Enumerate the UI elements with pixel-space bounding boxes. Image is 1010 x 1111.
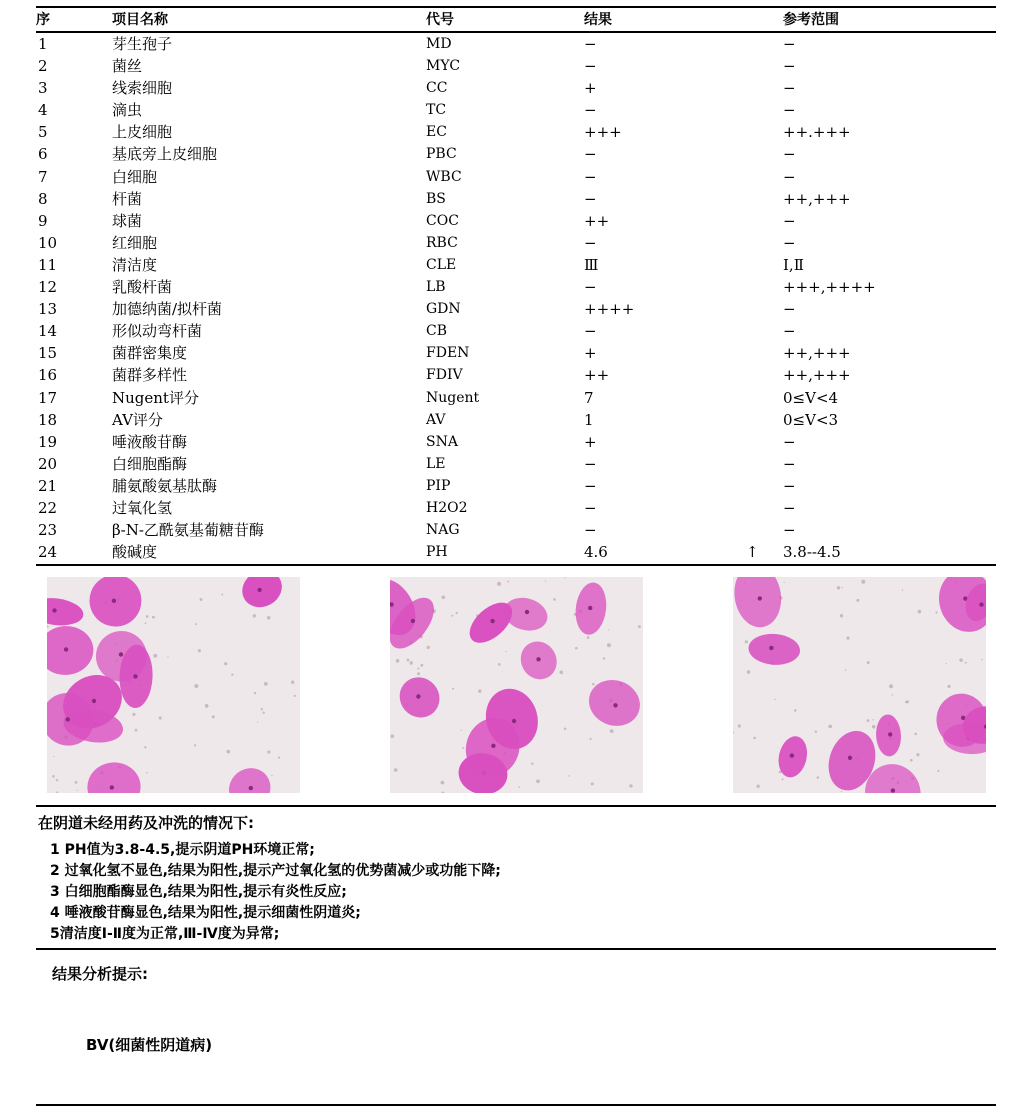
row-name: Nugent评分 [112, 388, 199, 407]
row-no: 14 [38, 322, 58, 341]
row-no: 5 [38, 123, 48, 142]
row-ref: − [783, 322, 796, 341]
table-row [36, 364, 996, 386]
header-ref: 参考范围 [783, 12, 839, 28]
section-divider [36, 948, 996, 950]
row-result: ++++ [584, 300, 635, 319]
row-name: 过氧化氢 [112, 498, 173, 517]
row-code: TC [426, 102, 447, 119]
row-result: − [584, 145, 597, 164]
row-code: GDN [426, 301, 461, 318]
row-name: 滴虫 [112, 101, 143, 120]
row-flag: ↑ [746, 543, 759, 562]
row-no: 16 [38, 366, 58, 385]
note-item: 1 PH值为3.8-4.5,提示阴道PH环境正常; [50, 842, 315, 858]
table-row [36, 431, 996, 453]
row-name: 形似动弯杆菌 [112, 322, 203, 341]
row-ref: − [783, 79, 796, 98]
row-result: − [584, 35, 597, 53]
row-no: 12 [38, 278, 58, 297]
row-name: 加德纳菌/拟杆菌 [112, 300, 223, 319]
row-no: 13 [38, 300, 58, 319]
row-result: + [584, 432, 597, 451]
row-result: − [584, 476, 597, 495]
row-code: CC [426, 80, 448, 97]
table-row [36, 254, 996, 276]
row-ref: Ⅰ,Ⅱ [783, 255, 804, 274]
table-row [36, 121, 996, 143]
microscopy-image-1 [47, 577, 300, 793]
row-no: 11 [38, 255, 58, 274]
row-name: 菌群多样性 [112, 366, 188, 385]
row-ref: 0≤V<3 [783, 410, 839, 429]
section-divider [36, 805, 996, 807]
row-no: 2 [38, 57, 48, 76]
row-no: 21 [38, 476, 58, 495]
row-name: 唾液酸苷酶 [112, 432, 188, 451]
table-row [36, 475, 996, 497]
top-border [36, 6, 996, 8]
row-ref: − [783, 167, 796, 186]
row-ref: − [783, 101, 796, 120]
row-ref: − [783, 211, 796, 230]
row-no: 18 [38, 410, 58, 429]
row-name: 脯氨酸氨基肽酶 [112, 476, 218, 495]
row-name: 球菌 [112, 211, 143, 230]
row-ref: ++,+++ [783, 189, 851, 208]
table-row [36, 99, 996, 121]
row-code: FDIV [426, 367, 463, 384]
bottom-border [36, 1104, 996, 1106]
row-no: 19 [38, 432, 58, 451]
row-ref: − [783, 233, 796, 252]
note-item: 2 过氧化氢不显色,结果为阳性,提示产过氧化氢的优势菌减少或功能下降; [50, 863, 501, 879]
row-code: BS [426, 190, 446, 207]
row-no: 24 [38, 543, 58, 562]
row-no: 23 [38, 521, 58, 540]
row-ref: − [783, 476, 796, 495]
row-ref: − [783, 498, 796, 517]
header-no: 序 [36, 12, 50, 28]
row-code: EC [426, 124, 447, 141]
row-no: 3 [38, 79, 48, 98]
note-item: 3 白细胞酯酶显色,结果为阳性,提示有炎性反应; [50, 884, 347, 900]
row-no: 20 [38, 454, 58, 473]
row-name: 乳酸杆菌 [112, 278, 173, 297]
table-row [36, 497, 996, 519]
table-row [36, 342, 996, 364]
analysis-title: 结果分析提示: [52, 965, 148, 983]
row-name: 杆菌 [112, 189, 143, 208]
table-row [36, 33, 996, 55]
row-code: PBC [426, 146, 457, 163]
row-result: + [584, 344, 597, 363]
table-row [36, 387, 996, 409]
row-code: FDEN [426, 345, 470, 362]
row-result: + [584, 79, 597, 98]
header-result: 结果 [584, 12, 612, 28]
row-result: Ⅲ [584, 255, 599, 274]
table-row [36, 188, 996, 210]
row-name: 线索细胞 [112, 79, 173, 98]
row-ref: ++.+++ [783, 123, 851, 142]
table-row [36, 298, 996, 320]
row-result: +++ [584, 123, 622, 142]
row-no: 4 [38, 101, 48, 120]
table-row [36, 77, 996, 99]
row-code: SNA [426, 433, 458, 450]
row-code: PIP [426, 477, 451, 494]
row-name: 酸碱度 [112, 543, 158, 562]
row-no: 8 [38, 189, 48, 208]
row-no: 22 [38, 498, 58, 517]
row-ref: − [783, 35, 796, 53]
row-ref: − [783, 432, 796, 451]
table-row [36, 519, 996, 541]
row-code: LE [426, 455, 446, 472]
row-code: MD [426, 36, 452, 52]
row-name: 上皮细胞 [112, 123, 173, 142]
row-code: Nugent [426, 389, 480, 406]
row-result: − [584, 278, 597, 297]
row-result: 4.6 [584, 543, 608, 562]
table-row [36, 232, 996, 254]
row-code: RBC [426, 234, 458, 251]
row-ref: ++,+++ [783, 344, 851, 363]
row-name: 菌群密集度 [112, 344, 188, 363]
table-header [36, 9, 996, 31]
row-result: − [584, 57, 597, 76]
row-ref: 3.8--4.5 [783, 543, 841, 562]
table-row [36, 541, 996, 563]
row-result: − [584, 233, 597, 252]
row-ref: − [783, 521, 796, 540]
table-row [36, 320, 996, 342]
table-row [36, 210, 996, 232]
row-ref: − [783, 57, 796, 76]
table-row [36, 55, 996, 77]
row-name: 清洁度 [112, 255, 158, 274]
notes-section [36, 810, 996, 945]
row-ref: − [783, 454, 796, 473]
row-code: H2O2 [426, 499, 468, 516]
table-row [36, 453, 996, 475]
row-code: CB [426, 323, 447, 340]
row-name: AV评分 [112, 410, 163, 429]
row-result: 1 [584, 410, 594, 429]
row-name: 基底旁上皮细胞 [112, 145, 218, 164]
row-result: − [584, 322, 597, 341]
row-no: 15 [38, 344, 58, 363]
row-no: 7 [38, 167, 48, 186]
row-ref: +++,++++ [783, 278, 876, 297]
row-name: 白细胞酯酶 [112, 454, 188, 473]
row-code: PH [426, 544, 448, 561]
microscopy-image-2 [390, 577, 643, 793]
table-row [36, 166, 996, 188]
row-ref: − [783, 145, 796, 164]
row-ref: − [783, 300, 796, 319]
row-result: 7 [584, 388, 594, 407]
row-name: 红细胞 [112, 233, 158, 252]
row-code: MYC [426, 58, 461, 75]
table-row [36, 276, 996, 298]
row-name: 菌丝 [112, 57, 143, 76]
microscopy-image-3 [733, 577, 986, 793]
row-name: 白细胞 [112, 167, 158, 186]
row-ref: 0≤V<4 [783, 388, 839, 407]
row-code: NAG [426, 522, 460, 539]
row-result: ++ [584, 211, 610, 230]
results-table [36, 33, 996, 563]
row-no: 6 [38, 145, 48, 164]
row-result: ++ [584, 366, 610, 385]
row-code: CLE [426, 256, 457, 273]
row-code: AV [426, 411, 446, 428]
row-result: − [584, 498, 597, 517]
note-item: 4 唾液酸苷酶显色,结果为阳性,提示细菌性阴道炎; [50, 905, 361, 921]
row-result: − [584, 189, 597, 208]
header-name: 项目名称 [112, 12, 168, 28]
row-no: 1 [38, 35, 48, 53]
row-no: 9 [38, 211, 48, 230]
table-row [36, 143, 996, 165]
header-code: 代号 [426, 12, 454, 28]
table-bottom-border [36, 564, 996, 566]
row-result: − [584, 101, 597, 120]
notes-title: 在阴道未经用药及冲洗的情况下: [38, 814, 255, 832]
row-name: 芽生孢子 [112, 35, 173, 53]
row-no: 17 [38, 388, 58, 407]
analysis-result: BV(细菌性阴道病) [86, 1036, 213, 1054]
row-name: β-N-乙酰氨基葡糖苷酶 [112, 521, 264, 540]
row-result: − [584, 454, 597, 473]
table-row [36, 409, 996, 431]
row-no: 10 [38, 233, 58, 252]
row-result: − [584, 167, 597, 186]
row-result: − [584, 521, 597, 540]
row-code: LB [426, 279, 446, 296]
note-item: 5清洁度Ⅰ-Ⅱ度为正常,Ⅲ-Ⅳ度为异常; [50, 926, 280, 942]
row-code: COC [426, 212, 459, 229]
row-code: WBC [426, 168, 462, 185]
row-ref: ++,+++ [783, 366, 851, 385]
